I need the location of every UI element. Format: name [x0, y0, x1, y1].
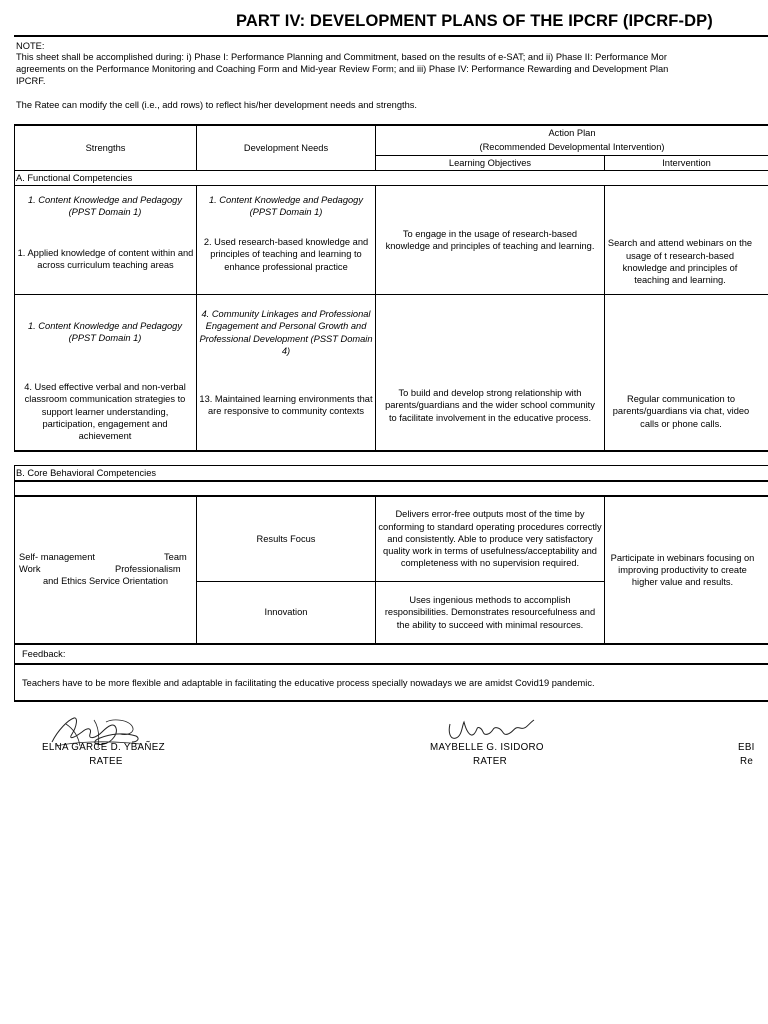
section-b-top-border: [14, 465, 768, 466]
row2-strength-text: 4. Used effective verbal and non-verbal classroom communication strategies to support learner understanding, participation, engagement and achievement: [24, 382, 186, 442]
core-objective-innovation: Uses ingenious methods to accomplish responsibilities. Demonstrates resourcefulness and the ability to succeed with minimal resources.: [384, 595, 596, 630]
feedback-label-bottom-border: [14, 663, 768, 665]
col-divider-2-rows: [375, 185, 376, 450]
row1-need-domain: 1. Content Knowledge and Pedagogy (PPST Domain 1): [208, 195, 364, 218]
header-learning-objectives: Learning Objectives: [448, 157, 532, 168]
core-need-results-focus: Results Focus: [256, 533, 316, 544]
title-underline: [14, 35, 768, 37]
core-strength-2a: Work: [19, 564, 41, 574]
approver-role: Re: [740, 756, 754, 767]
core-bottom-border: [14, 643, 768, 645]
note-line-1: This sheet shall be accomplished during: i) Phase I: Performance Planning and Commitment, based on the results of e-SAT; and ii) Phase II: Performance Mor: [16, 52, 667, 62]
row1-strength-text: 1. Applied knowledge of content within and across curriculum teaching areas: [17, 248, 194, 271]
core-intervention: Participate in webinars focusing on improving productivity to create higher value and results.: [610, 552, 755, 588]
section-a-label: A. Functional Competencies: [16, 173, 133, 183]
core-objective-results-focus: Delivers error-free outputs most of the time by conforming to standard operating procedures correctly and consistently. Able to produce very satisfactory quality work in terms of usefulness/acceptability and completeness with no supervision required.: [378, 509, 602, 569]
row2-bottom-border: [14, 450, 768, 452]
note-line-2: agreements on the Performance Monitoring and Coaching Form and Mid-year Review Form; and iii) Phase IV: Performance Rewarding and Development Plan: [16, 64, 669, 74]
core-strength-1a: Self- management: [19, 552, 95, 562]
ratee-role: RATEE: [89, 756, 123, 767]
ratee-name: ELNA GARCE D. YBAÑEZ: [42, 742, 165, 753]
row1-strength-domain: 1. Content Knowledge and Pedagogy (PPST Domain 1): [27, 195, 183, 218]
row2-need-domain: 4. Community Linkages and Professional Engagement and Personal Growth and Professional Development (PSST Domain 4): [199, 309, 373, 356]
section-b-bottom-border: [14, 480, 768, 482]
row1-need-text: 2. Used research-based knowledge and principles of teaching and learning to enhance professional practice: [203, 237, 369, 272]
feedback-bottom-border: [14, 700, 768, 702]
row1-objective: To engage in the usage of research-based knowledge and principles of teaching and learning.: [385, 228, 595, 251]
feedback-text: Teachers have to be more flexible and adaptable in facilitating the educative process specially nowadays we are amidst Covid19 pandemic.: [22, 678, 595, 688]
page-title: PART IV: DEVELOPMENT PLANS OF THE IPCRF (IPCRF-DP): [236, 12, 713, 30]
header-strengths: Strengths: [85, 142, 126, 153]
feedback-label: Feedback:: [22, 649, 66, 659]
note-label: NOTE:: [16, 41, 45, 51]
row2-strength-domain: 1. Content Knowledge and Pedagogy (PPST Domain 1): [27, 321, 183, 344]
note-line-3: IPCRF.: [16, 76, 46, 86]
core-strength-1b: Team: [164, 552, 187, 562]
rater-name: MAYBELLE G. ISIDORO: [430, 742, 544, 753]
col-divider-2-core: [375, 495, 376, 643]
rater-role: RATER: [473, 756, 507, 767]
rater-signature: [444, 716, 538, 744]
row1-intervention: Search and attend webinars on the usage of t research-based knowledge and principles of teaching and learning.: [607, 238, 753, 286]
row2-need-text: 13. Maintained learning environments that are responsive to community contexts: [199, 394, 373, 417]
core-strength-3: and Ethics Service Orientation: [42, 576, 169, 586]
core-need-innovation: Innovation: [264, 607, 308, 618]
core-strength-2b: Professionalism: [115, 564, 181, 574]
header-intervention: Intervention: [662, 157, 711, 168]
section-b-label: B. Core Behavioral Competencies: [16, 468, 157, 478]
header-development-needs: Development Needs: [243, 142, 329, 153]
left-border-rows: [14, 185, 15, 450]
note-line-4: The Ratee can modify the cell (i.e., add rows) to reflect his/her development needs and strengths.: [16, 100, 418, 110]
header-bottom-border: [14, 170, 768, 171]
row2-objective: To build and develop strong relationship with parents/guardians and the wider school community to facilitate involvement in the educative process.: [385, 388, 595, 423]
header-action-plan: Action Plan: [548, 127, 596, 138]
header-action-plan-sub: (Recommended Developmental Intervention): [479, 142, 665, 153]
approver-name: EBI: [738, 742, 755, 753]
row2-intervention: Regular communication to parents/guardians via chat, video calls or phone calls.: [612, 394, 750, 429]
